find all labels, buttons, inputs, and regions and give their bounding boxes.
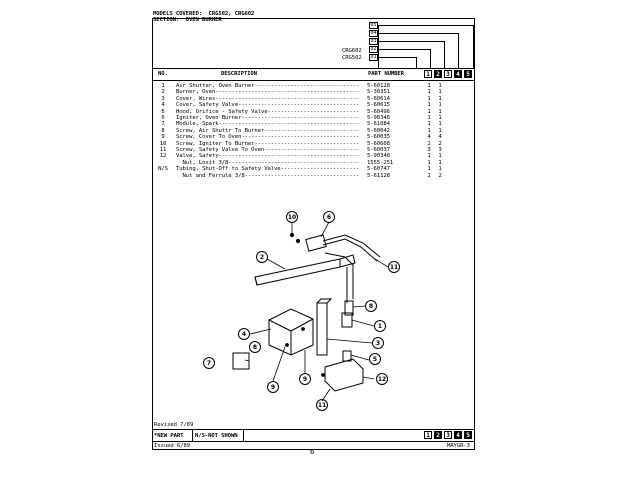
callout-11-top: 11 bbox=[389, 264, 399, 271]
part-row bbox=[153, 160, 473, 166]
footer-box-1: 1 bbox=[424, 431, 432, 439]
part-number: 5-30351 bbox=[367, 89, 390, 96]
burner-tube bbox=[255, 255, 355, 285]
footer-box-4: 4 bbox=[454, 431, 462, 439]
part-description: Tubing, Shut-Off to Safety Valve------------------------ bbox=[176, 166, 359, 173]
qty-model-1: 4 bbox=[427, 134, 431, 141]
part-row bbox=[153, 173, 473, 179]
safety-valve-cover bbox=[269, 309, 313, 355]
qty-model-2: 1 bbox=[438, 108, 442, 115]
callout-2: 2 bbox=[259, 254, 265, 261]
qty-model-2: 1 bbox=[438, 166, 442, 173]
part-description: Screw, Igniter To Burner-------------------------------- bbox=[176, 140, 359, 147]
part-row bbox=[153, 166, 473, 172]
code-03: 03 bbox=[370, 38, 377, 44]
col-no: NO. bbox=[158, 71, 168, 77]
callout-6: 6 bbox=[326, 214, 332, 221]
qty-model-1: 2 bbox=[427, 140, 431, 147]
part-row bbox=[153, 147, 473, 153]
part-number: 5-60608 bbox=[367, 140, 390, 147]
qty-model-1: 1 bbox=[427, 159, 431, 166]
qty-model-1: 3 bbox=[427, 147, 431, 153]
callout-1: 1 bbox=[377, 323, 383, 330]
part-row bbox=[153, 83, 473, 89]
part-number: 5-61084 bbox=[367, 121, 390, 128]
section-title: SECTION: OVEN BURNER bbox=[153, 17, 222, 23]
code-04: 04 bbox=[370, 30, 377, 36]
part-number: 5-60615 bbox=[367, 102, 390, 109]
part-description: Screw, Safety Valve To Oven----------------------------- bbox=[176, 147, 359, 153]
part-number: 5-60037 bbox=[367, 147, 390, 153]
part-number-index: 11 bbox=[159, 147, 167, 153]
part-number-index: 12 bbox=[159, 153, 167, 160]
part-number-index: N/S bbox=[158, 166, 168, 173]
callouts bbox=[204, 212, 400, 411]
qty-model-2: 1 bbox=[438, 115, 442, 121]
col-part-number: PART NUMBER bbox=[368, 71, 404, 77]
part-number-index: 9 bbox=[161, 134, 165, 141]
part-row bbox=[153, 115, 473, 121]
qty-model-1: 1 bbox=[427, 166, 431, 173]
part-description: Burner, Oven-------------------------------------------- bbox=[176, 89, 359, 96]
callout-8-low: 8 bbox=[252, 344, 258, 351]
part-description: Hood, Orifice - Safety Valve---------------------------- bbox=[176, 108, 359, 115]
qty-model-2: 4 bbox=[438, 134, 442, 141]
qty-model-1: 1 bbox=[427, 127, 431, 134]
footer-box-3: 3 bbox=[444, 431, 452, 439]
part-description: Nut and Ferrule 3/8----------------------------------- bbox=[176, 172, 359, 179]
part-row bbox=[153, 128, 473, 134]
part-number-index: 1 bbox=[161, 83, 165, 89]
part-number: 5-90346 bbox=[367, 115, 390, 121]
callout-8-top: 8 bbox=[368, 303, 374, 310]
qty-model-1: 1 bbox=[427, 115, 431, 121]
code-05: 05 bbox=[370, 22, 377, 28]
qty-model-1: 1 bbox=[427, 95, 431, 102]
part-description: Screw, Air Shuttr To Burner----------------------------- bbox=[176, 127, 359, 134]
part-number: 5-60035 bbox=[367, 134, 390, 141]
footer-box-2: 2 bbox=[434, 431, 442, 439]
part-number: 5-90348 bbox=[367, 153, 390, 160]
callout-5: 5 bbox=[372, 356, 378, 363]
wire-cover bbox=[317, 299, 331, 355]
qty-model-2: 3 bbox=[438, 147, 442, 153]
part-number-index: 7 bbox=[161, 121, 165, 128]
qty-model-2: 1 bbox=[438, 121, 442, 128]
part-description: Igniter, Oven Burner------------------------------------ bbox=[176, 115, 359, 121]
footer-box-5: 5 bbox=[464, 431, 472, 439]
part-description: Nut, Loxit 3/8---------------------------------------- bbox=[176, 159, 359, 166]
qty-model-1: 1 bbox=[427, 102, 431, 109]
part-description: Module, Spark------------------------------------------- bbox=[176, 121, 359, 128]
part-number-index: 5 bbox=[161, 108, 165, 115]
qty-col-5: 5 bbox=[464, 70, 472, 78]
callout-3: 3 bbox=[375, 340, 381, 347]
callout-9-mid: 9 bbox=[302, 376, 308, 383]
new-part-legend: *NEW PART bbox=[154, 433, 184, 439]
qty-model-2: 1 bbox=[438, 95, 442, 102]
part-number-index: 4 bbox=[161, 102, 165, 109]
crg502-label: CRG502 bbox=[342, 55, 362, 61]
part-description: Valve, Safety------------------------------------------- bbox=[176, 153, 359, 160]
qty-col-1: 1 bbox=[424, 70, 432, 78]
models-covered: MODELS COVERED: CRG502, CRG602 bbox=[153, 11, 255, 17]
exploded-diagram bbox=[195, 205, 410, 415]
part-number-index: 2 bbox=[161, 89, 165, 96]
callout-12: 12 bbox=[377, 376, 387, 383]
part-number-index: 8 bbox=[161, 127, 165, 134]
qty-model-1: 2 bbox=[427, 172, 431, 179]
part-description: Air Shutter, Oven Burner-------------------------------- bbox=[176, 83, 359, 89]
revised-date: Revised 7/89 bbox=[154, 422, 194, 428]
part-description: Cover, Safety Valve------------------------------------- bbox=[176, 102, 359, 109]
part-number: 5-60747 bbox=[367, 166, 390, 173]
qty-col-3: 3 bbox=[444, 70, 452, 78]
document-code: MAYGR-3 bbox=[447, 443, 470, 449]
col-description: DESCRIPTION bbox=[221, 71, 257, 77]
part-row bbox=[153, 134, 473, 140]
part-row bbox=[153, 153, 473, 159]
part-description: Cover, Wires-------------------------------------------- bbox=[176, 95, 359, 102]
page-number: 6 bbox=[310, 448, 315, 456]
qty-col-4: 4 bbox=[454, 70, 462, 78]
qty-model-2: 1 bbox=[438, 127, 442, 134]
part-row bbox=[153, 109, 473, 115]
callout-4: 4 bbox=[241, 331, 247, 338]
part-number: 5-60614 bbox=[367, 95, 390, 102]
code-02: 02 bbox=[370, 46, 377, 52]
part-number: 5-61128 bbox=[367, 172, 390, 179]
part-row bbox=[153, 89, 473, 95]
qty-model-2: 1 bbox=[438, 153, 442, 160]
qty-model-2: 2 bbox=[438, 140, 442, 147]
not-shown-legend: N/S-NOT SHOWN bbox=[195, 433, 238, 439]
qty-col-2: 2 bbox=[434, 70, 442, 78]
qty-model-2: 1 bbox=[438, 89, 442, 96]
part-number: 1555-251 bbox=[367, 159, 394, 166]
part-number-index: 3 bbox=[161, 95, 165, 102]
qty-model-1: 1 bbox=[427, 89, 431, 96]
issued-date: Issued 6/89 bbox=[154, 443, 190, 449]
part-number: 5-60042 bbox=[367, 127, 390, 134]
qty-model-2: 1 bbox=[438, 159, 442, 166]
code-01: 01 bbox=[370, 54, 377, 60]
part-number-index: 6 bbox=[161, 115, 165, 121]
part-row bbox=[153, 141, 473, 147]
part-row bbox=[153, 102, 473, 108]
callout-11-bottom: 11 bbox=[317, 402, 327, 409]
qty-model-2: 1 bbox=[438, 102, 442, 109]
part-number: 5-60128 bbox=[367, 83, 390, 89]
callout-9-left: 9 bbox=[270, 384, 276, 391]
qty-model-1: 1 bbox=[427, 153, 431, 160]
wire-lead bbox=[325, 253, 353, 299]
callout-10: 10 bbox=[287, 214, 297, 221]
qty-model-1: 1 bbox=[427, 121, 431, 128]
part-description: Screw, Cover To Oven------------------------------------ bbox=[176, 134, 359, 141]
part-number: 5-60496 bbox=[367, 108, 390, 115]
spark-module bbox=[233, 353, 249, 369]
part-number-index: 10 bbox=[159, 140, 167, 147]
qty-model-2: 2 bbox=[438, 172, 442, 179]
callout-7: 7 bbox=[206, 360, 212, 367]
part-row bbox=[153, 121, 473, 127]
crg602-label: CRG602 bbox=[342, 48, 362, 54]
part-row bbox=[153, 96, 473, 102]
qty-model-2: 1 bbox=[438, 83, 442, 89]
qty-model-1: 1 bbox=[427, 108, 431, 115]
qty-model-1: 1 bbox=[427, 83, 431, 89]
